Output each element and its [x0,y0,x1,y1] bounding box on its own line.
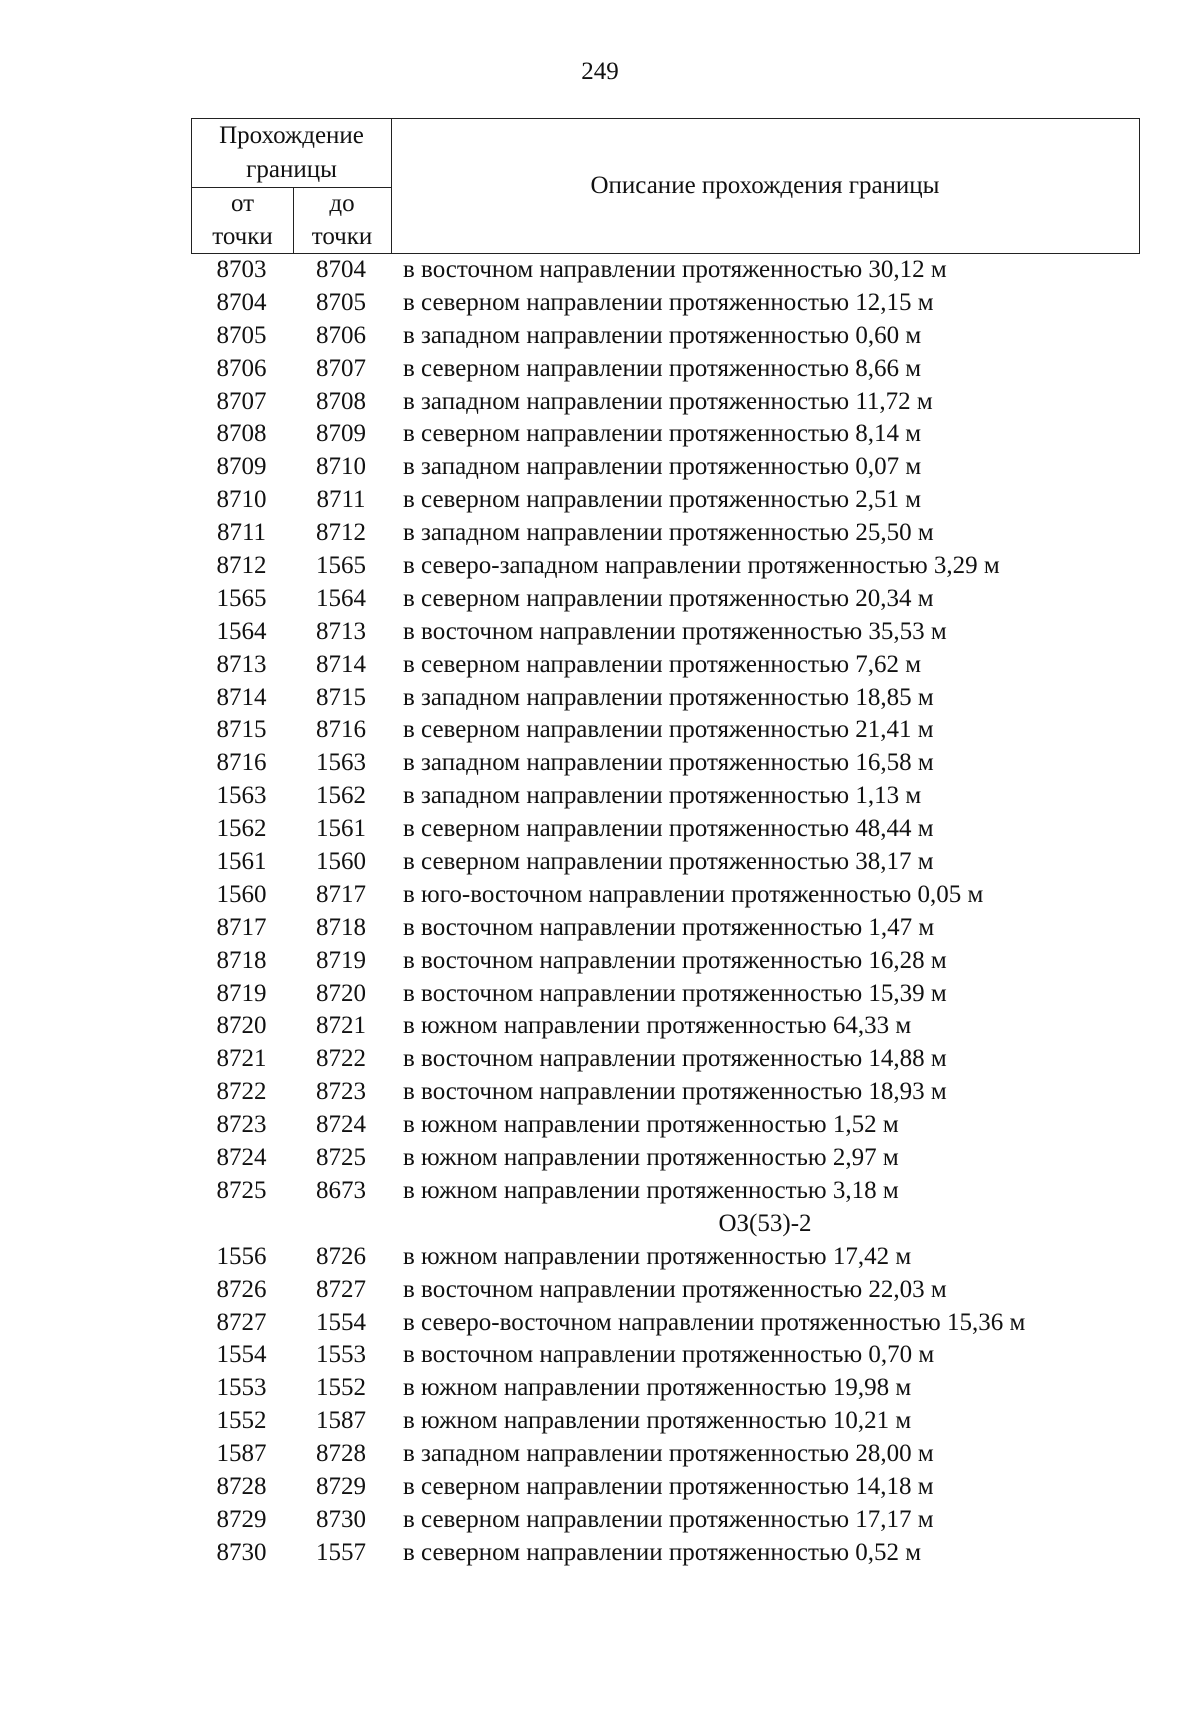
to-point-cell: 8711 [316,486,366,514]
description-cell: в северном направлении протяженностью 48,44 м [403,815,934,843]
from-point-cell: 8718 [216,946,267,974]
table-row [191,418,1151,451]
to-point-cell: 8727 [316,1275,366,1303]
description-cell: в восточном направлении протяженностью 18,93 м [403,1078,947,1106]
to-point-cell: 8723 [316,1078,366,1106]
from-point-cell: 8705 [216,321,267,349]
from-point-cell: 1560 [216,880,267,908]
to-point-cell: 8716 [316,716,366,744]
description-cell: в северном направлении протяженностью 0,52 м [403,1538,922,1566]
to-point-cell: 8719 [316,946,366,974]
description-cell: в западном направлении протяженностью 28,00 м [403,1440,934,1468]
to-point-cell: 8706 [316,321,366,349]
from-point-cell: 8706 [216,354,267,382]
to-point-cell: 8728 [316,1440,366,1468]
from-point-cell: 8723 [216,1111,267,1139]
to-point-cell: 8721 [316,1012,366,1040]
to-point-cell: 8709 [316,420,366,448]
to-point-cell: 8710 [316,453,366,481]
page-number: 249 [581,58,619,85]
from-point-cell: 8707 [216,387,267,415]
from-point-cell: 1562 [216,815,267,843]
to-point-cell: 8720 [316,979,366,1007]
table-row [191,1274,1151,1307]
to-point-cell: 8717 [316,880,366,908]
table-row [191,1175,1151,1208]
description-cell: в северном направлении протяженностью 38,17 м [403,848,934,876]
description-cell: в восточном направлении протяженностью 22,03 м [403,1275,947,1303]
to-point-cell: 8713 [316,617,366,645]
table-row [191,1471,1151,1504]
to-point-cell: 8707 [316,354,366,382]
header-from-line1: от [230,190,255,217]
table-row [191,616,1151,649]
from-point-cell: 8715 [216,716,267,744]
table-row [191,287,1151,320]
to-point-cell: 8714 [316,650,366,678]
description-cell: в восточном направлении протяженностью 14,88 м [403,1045,947,1073]
description-cell: в западном направлении протяженностью 25,50 м [403,519,934,547]
table-row [191,879,1151,912]
description-cell: в восточном направлении протяженностью 16,28 м [403,946,947,974]
to-point-cell: 8725 [316,1144,366,1172]
to-point-cell: 8730 [316,1505,366,1533]
description-cell: в южном направлении протяженностью 17,42 м [403,1242,912,1270]
table-row [191,386,1151,419]
from-point-cell: 8724 [216,1144,267,1172]
table-row [191,912,1151,945]
description-cell: в западном направлении протяженностью 0,60 м [403,321,922,349]
from-point-cell: 8710 [216,486,267,514]
from-point-cell: 1563 [216,782,267,810]
description-cell: в восточном направлении протяженностью 15,39 м [403,979,947,1007]
from-point-cell: 8709 [216,453,267,481]
description-cell: в северо-западном направлении протяженностью 3,29 м [403,552,1000,580]
table-row [191,517,1151,550]
to-point-cell: 8705 [316,288,366,316]
from-point-cell: 8716 [216,749,267,777]
table-row [191,747,1151,780]
table-header [191,118,1140,254]
description-cell: в западном направлении протяженностью 11,72 м [403,387,933,415]
to-point-cell: 8708 [316,387,366,415]
header-boundary-passage [192,119,391,187]
to-point-cell: 1561 [316,815,366,843]
description-cell: в западном направлении протяженностью 16,58 м [403,749,934,777]
table-row [191,1372,1151,1405]
description-cell: в южном направлении протяженностью 19,98 м [403,1374,912,1402]
from-point-cell: 1552 [216,1407,267,1435]
table-row [191,583,1151,616]
table-row [191,1307,1151,1340]
description-cell: в северном направлении протяженностью 12,15 м [403,288,934,316]
to-point-cell: 8715 [316,683,366,711]
from-point-cell: 8712 [216,552,267,580]
table-row [191,1537,1151,1570]
description-cell: в северном направлении протяженностью 21,41 м [403,716,934,744]
to-point-cell: 8724 [316,1111,366,1139]
from-point-cell: 8708 [216,420,267,448]
table-row [191,1076,1151,1109]
from-point-cell: 8713 [216,650,267,678]
table-row [191,1043,1151,1076]
table-row [191,813,1151,846]
to-point-cell: 1564 [316,584,366,612]
description-cell: в южном направлении протяженностью 1,52 м [403,1111,899,1139]
description-cell: в западном направлении протяженностью 1,13 м [403,782,922,810]
to-point-cell: 8704 [316,256,366,283]
to-point-cell: 1587 [316,1407,366,1435]
from-point-cell: 1556 [216,1242,267,1270]
table-row [191,682,1151,715]
table-row [191,714,1151,747]
from-point-cell: 1561 [216,848,267,876]
to-point-cell: 1563 [316,749,366,777]
table-row [191,1241,1151,1274]
to-point-cell: 8722 [316,1045,366,1073]
description-cell: в восточном направлении протяженностью 30,12 м [403,256,947,283]
description-cell: в южном направлении протяженностью 2,97 м [403,1144,899,1172]
table-row [191,1109,1151,1142]
description-cell: в северном направлении протяженностью 20,34 м [403,584,934,612]
from-point-cell: 1564 [216,617,267,645]
to-point-cell: 8726 [316,1242,366,1270]
to-point-cell: 1552 [316,1374,366,1402]
to-point-cell: 8729 [316,1472,366,1500]
header-to-line1: до [329,190,355,217]
description-cell: в восточном направлении протяженностью 35,53 м [403,617,947,645]
header-to-line2: точки [311,223,373,250]
description-cell: в восточном направлении протяженностью 0,70 м [403,1341,935,1369]
description-cell: в северном направлении протяженностью 2,51 м [403,486,922,514]
description-cell: в северном направлении протяженностью 8,14 м [403,420,922,448]
from-point-cell: 8717 [216,913,267,941]
table-row [191,451,1151,484]
header-from-line2: точки [212,223,273,250]
description-cell: в южном направлении протяженностью 10,21 м [403,1407,912,1435]
description-cell: в северном направлении протяженностью 8,66 м [403,354,922,382]
table-row [191,1010,1151,1043]
from-point-cell: 8711 [216,519,267,547]
header-from-point [192,187,293,253]
to-point-cell: 1557 [316,1538,366,1566]
table-row [191,1339,1151,1372]
to-point-cell: 1553 [316,1341,366,1369]
table-row [191,1405,1151,1438]
table-row [191,1438,1151,1471]
description-cell: в северном направлении протяженностью 14,18 м [403,1472,934,1500]
from-point-cell: 8728 [216,1472,267,1500]
description-cell: в северо-восточном направлении протяженностью 15,36 м [403,1308,1026,1336]
description-cell: в западном направлении протяженностью 0,07 м [403,453,922,481]
table-row [191,353,1151,386]
from-point-cell: 8720 [216,1012,267,1040]
from-point-cell: 8727 [216,1308,267,1336]
header-description: Описание прохождения границы [590,172,940,199]
from-point-cell: 8730 [216,1538,267,1566]
description-cell: в восточном направлении протяженностью 1,47 м [403,913,935,941]
description-cell: в северном направлении протяженностью 7,62 м [403,650,922,678]
table-row [191,978,1151,1011]
from-point-cell: 1587 [216,1440,267,1468]
from-point-cell: 8704 [216,288,267,316]
table-row [191,254,1151,287]
table-row [191,1504,1151,1537]
description-cell: в южном направлении протяженностью 3,18 м [403,1176,899,1204]
table-row [191,484,1151,517]
table-row [191,320,1151,353]
to-point-cell: 8718 [316,913,366,941]
table-row [191,550,1151,583]
from-point-cell: 8703 [216,256,267,283]
header-to-point [293,187,391,253]
from-point-cell: 8726 [216,1275,267,1303]
table-row [191,780,1151,813]
to-point-cell: 1560 [316,848,366,876]
to-point-cell: 1562 [316,782,366,810]
from-point-cell: 8714 [216,683,267,711]
to-point-cell: 8673 [316,1176,366,1204]
table-row [191,1142,1151,1175]
description-cell: в западном направлении протяженностью 18,85 м [403,683,934,711]
description-cell: в северном направлении протяженностью 17,17 м [403,1505,934,1533]
header-passage-line1: Прохождение [219,122,364,149]
from-point-cell: 8722 [216,1078,267,1106]
table-row [191,846,1151,879]
header-passage-line2: границы [246,156,337,183]
from-point-cell: 8729 [216,1505,267,1533]
from-point-cell: 8725 [216,1176,267,1204]
to-point-cell: 1554 [316,1308,366,1336]
from-point-cell: 8721 [216,1045,267,1073]
from-point-cell: 1554 [216,1341,267,1369]
description-cell: в юго-восточном направлении протяженностью 0,05 м [403,880,984,908]
section-title: ОЗ(53)-2 [718,1209,812,1237]
from-point-cell: 1565 [216,584,267,612]
to-point-cell: 1565 [316,552,366,580]
from-point-cell: 1553 [216,1374,267,1402]
table-row [191,649,1151,682]
table-body [191,254,1151,1570]
table-row [191,945,1151,978]
to-point-cell: 8712 [316,519,366,547]
from-point-cell: 8719 [216,979,267,1007]
description-cell: в южном направлении протяженностью 64,33 м [403,1012,912,1040]
